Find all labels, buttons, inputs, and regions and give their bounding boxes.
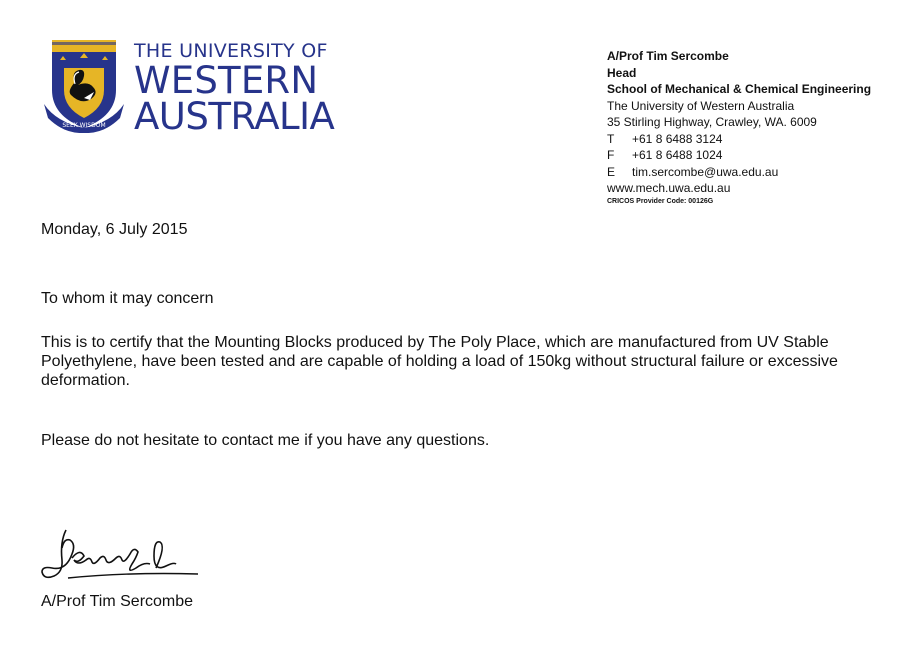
sender-address: 35 Stirling Highway, Crawley, WA. 6009 bbox=[607, 115, 817, 129]
crest-motto: SEEK WISDOM bbox=[62, 122, 106, 129]
university-wordmark bbox=[134, 40, 335, 138]
university-crest-icon bbox=[42, 38, 126, 133]
email-label: E bbox=[607, 164, 616, 179]
handwritten-signature bbox=[38, 520, 198, 588]
letter-closing: Please do not hesitate to contact me if you have any questions. bbox=[41, 432, 490, 449]
letter-body: This is to certify that the Mounting Blocks produced by The Poly Place, which are manufactured from UV Stable Polyethylene, have been tested and are capable of holding a load of 150kg without structural failure or excessive deformation. bbox=[41, 334, 838, 389]
sender-role: Head bbox=[607, 65, 637, 80]
email-row bbox=[607, 164, 871, 181]
fax-label: F bbox=[607, 148, 615, 162]
cricos-code: CRICOS Provider Code: 00126G bbox=[607, 197, 714, 205]
fax-row bbox=[607, 147, 871, 164]
phone-label: T bbox=[607, 131, 615, 146]
website-link[interactable]: www.mech.uwa.edu.au bbox=[607, 181, 731, 195]
sender-school: School of Mechanical & Chemical Engineering bbox=[607, 82, 872, 96]
letter-greeting: To whom it may concern bbox=[41, 290, 214, 307]
sender-university: The University of Western Australia bbox=[607, 98, 795, 113]
phone-row bbox=[607, 131, 871, 148]
email-link[interactable]: tim.sercombe@uwa.edu.au bbox=[632, 164, 779, 179]
letter-date: Monday, 6 July 2015 bbox=[41, 221, 188, 238]
wordmark-line-1: THE UNIVERSITY OF bbox=[134, 40, 328, 62]
sender-name: A/Prof Tim Sercombe bbox=[607, 49, 729, 63]
university-logo bbox=[42, 38, 335, 138]
wordmark-line-2: WESTERN bbox=[134, 59, 319, 102]
signatory-name: A/Prof Tim Sercombe bbox=[41, 593, 194, 610]
phone-number[interactable]: +61 8 6488 3124 bbox=[632, 131, 723, 146]
sender-contact-block bbox=[607, 48, 871, 206]
fax-number: +61 8 6488 1024 bbox=[632, 148, 723, 162]
wordmark-line-3: AUSTRALIA bbox=[134, 95, 335, 138]
